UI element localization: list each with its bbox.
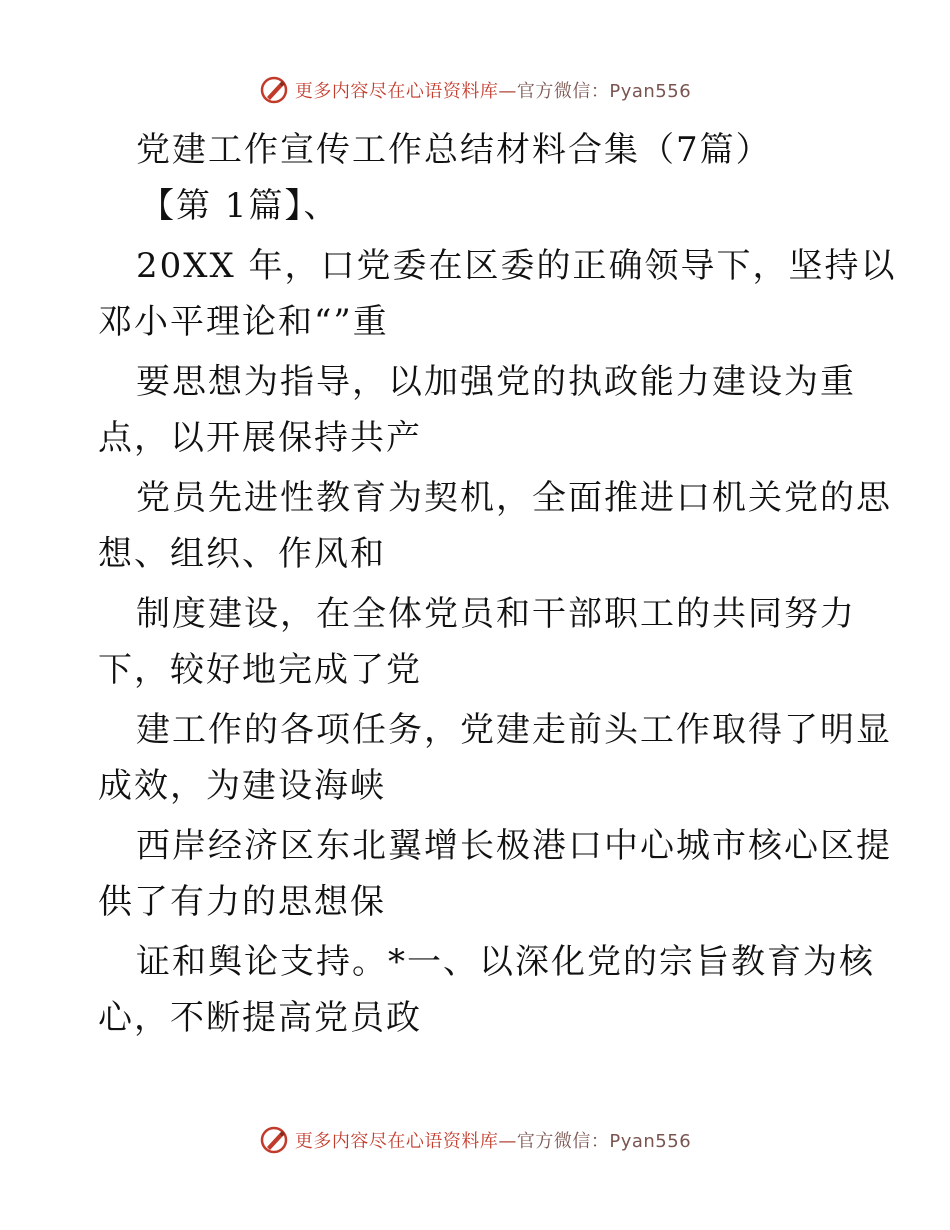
- paragraph-line: 想、组织、作风和: [98, 534, 386, 574]
- paragraph-line: 邓小平理论和“”重: [98, 302, 389, 342]
- header-banner-text: [295, 77, 691, 103]
- paragraph-line: 证和舆论支持。*一、以深化党的宗旨教育为核: [136, 942, 875, 982]
- paragraph-line: 建工作的各项任务，党建走前头工作取得了明显: [136, 710, 892, 750]
- section-heading: 【第 1篇】、: [140, 186, 340, 226]
- paragraph-line: 供了有力的思想保: [98, 882, 386, 922]
- paragraph-line: 下，较好地完成了党: [98, 650, 422, 690]
- paragraph-line: 成效，为建设海峡: [98, 766, 386, 806]
- header-watermark-banner: [0, 70, 950, 110]
- paragraph-line: 西岸经济区东北翼增长极港口中心城市核心区提: [136, 826, 892, 866]
- header-banner-separator: —: [498, 81, 517, 102]
- header-banner-wechat: 官方微信：Pyan556: [516, 81, 692, 102]
- footer-banner-text: [295, 1127, 691, 1153]
- footer-watermark-banner: [0, 1120, 950, 1160]
- paragraph-line: 党员先进性教育为契机，全面推进口机关党的思: [136, 478, 892, 518]
- paragraph-line: 点，以开展保持共产: [98, 418, 422, 458]
- footer-banner-main: 更多内容尽在心语资料库: [294, 1131, 499, 1152]
- footer-banner-wechat: 官方微信：Pyan556: [516, 1131, 692, 1152]
- paragraph-line: 20XX 年，口党委在区委的正确领导下，坚持以: [136, 246, 897, 286]
- header-banner-main: 更多内容尽在心语资料库: [294, 81, 499, 102]
- pen-logo-icon: [259, 75, 289, 105]
- paragraph-line: 心，不断提高党员政: [98, 998, 422, 1038]
- paragraph-line: 要思想为指导，以加强党的执政能力建设为重: [136, 362, 856, 402]
- paragraph-line: 制度建设，在全体党员和干部职工的共同努力: [136, 594, 856, 634]
- pen-logo-icon: [259, 1125, 289, 1155]
- document-title: 党建工作宣传工作总结材料合集（7篇）: [136, 130, 772, 170]
- footer-banner-separator: —: [498, 1131, 517, 1152]
